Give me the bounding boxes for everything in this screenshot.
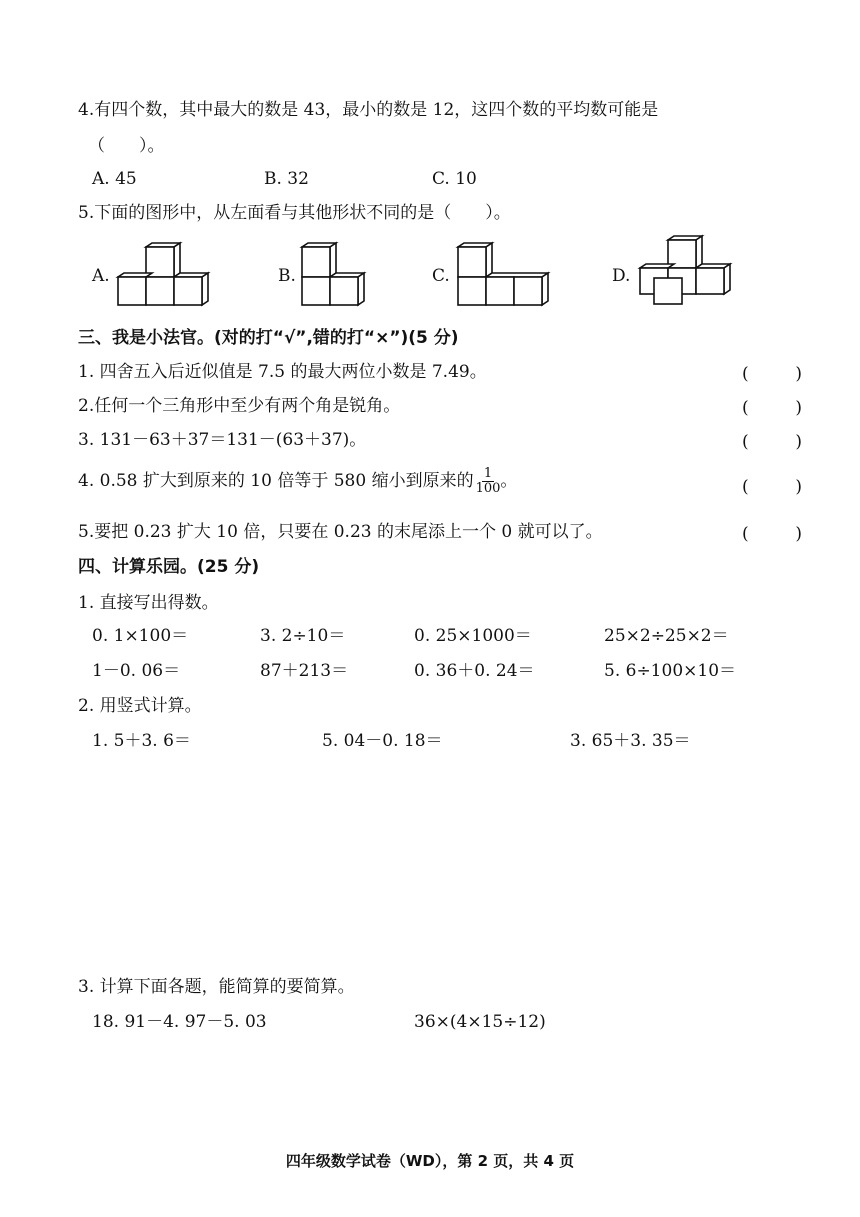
q5-text: 5.下面的图形中，从左面看与其他形状不同的是（ ）。 [78,203,511,223]
q5-option-b-label: B. [278,266,296,286]
q4-text: 4.有四个数，其中最大的数是 43，最小的数是 12，这四个数的平均数可能是 [78,100,659,120]
q5-option-b-figure [302,243,372,307]
fraction-one-hundredth [476,467,501,496]
judge-answer-3[interactable] [742,432,802,452]
paren-close: ) [795,364,802,384]
judge-item-3: 3. 131－63＋37＝131－(63＋37)。 [78,430,367,450]
part3-title: 3. 计算下面各题，能简算的要简算。 [78,977,355,997]
q5-option-c-figure [458,243,558,307]
paren-close: ) [795,524,802,544]
oral-calc-6: 87＋213＝ [260,661,349,681]
oral-calc-7: 0. 36＋0. 24＝ [414,661,535,681]
q4-option-c: C. 10 [432,169,477,189]
frac-numerator: 1 [483,466,493,481]
oral-calc-1: 0. 1×100＝ [92,626,189,646]
q4-option-a: A. 45 [92,169,137,189]
section3-title: 三、我是小法官。(对的打“√”,错的打“×”)(5 分) [78,328,459,348]
paren-open: ( [742,398,749,418]
oral-calc-5: 1－0. 06＝ [92,661,181,681]
paren-open: ( [742,364,749,384]
judge-item-4-tail: 。 [500,470,518,491]
judge-item-4 [78,467,517,496]
paren-close: ) [795,477,802,497]
judge-answer-2[interactable] [742,398,802,418]
simplify-calc-1: 18. 91－4. 97－5. 03 [92,1012,267,1032]
simplify-calc-2: 36×(4×15÷12) [414,1012,546,1032]
judge-item-1: 1. 四舍五入后近似值是 7.5 的最大两位小数是 7.49。 [78,362,487,382]
q4-option-b: B. 32 [264,169,309,189]
judge-item-5: 5.要把 0.23 扩大 10 倍，只要在 0.23 的末尾添上一个 0 就可以了。 [78,522,603,542]
page-footer: 四年级数学试卷（WD），第 2 页，共 4 页 [285,1152,575,1170]
judge-answer-1[interactable] [742,364,802,384]
part1-title: 1. 直接写出得数。 [78,593,219,613]
oral-calc-3: 0. 25×1000＝ [414,626,532,646]
q5-option-d-figure [640,236,740,308]
paren-close: ) [795,398,802,418]
judge-answer-4[interactable] [742,477,802,497]
q5-option-a-figure [118,243,218,307]
oral-calc-8: 5. 6÷100×10＝ [604,661,737,681]
paren-open: ( [742,477,749,497]
q5-option-d-label: D. [612,266,631,286]
frac-denominator: 100 [475,480,501,496]
vertical-calc-3: 3. 65＋3. 35＝ [570,731,691,751]
paren-open: ( [742,524,749,544]
oral-calc-2: 3. 2÷10＝ [260,626,346,646]
judge-item-2: 2.任何一个三角形中至少有两个角是锐角。 [78,396,401,416]
q5-option-a-label: A. [92,266,110,286]
judge-answer-5[interactable] [742,524,802,544]
section4-title: 四、计算乐园。(25 分) [78,557,260,577]
oral-calc-4: 25×2÷25×2＝ [604,626,729,646]
vertical-calc-1: 1. 5＋3. 6＝ [92,731,191,751]
paren-close: ) [795,432,802,452]
part2-title: 2. 用竖式计算。 [78,696,202,716]
q5-option-c-label: C. [432,266,450,286]
q4-blank: （ ）。 [88,136,165,156]
judge-item-4-text: 4. 0.58 扩大到原来的 10 倍等于 580 缩小到原来的 [78,470,474,491]
paren-open: ( [742,432,749,452]
vertical-calc-2: 5. 04－0. 18＝ [322,731,443,751]
